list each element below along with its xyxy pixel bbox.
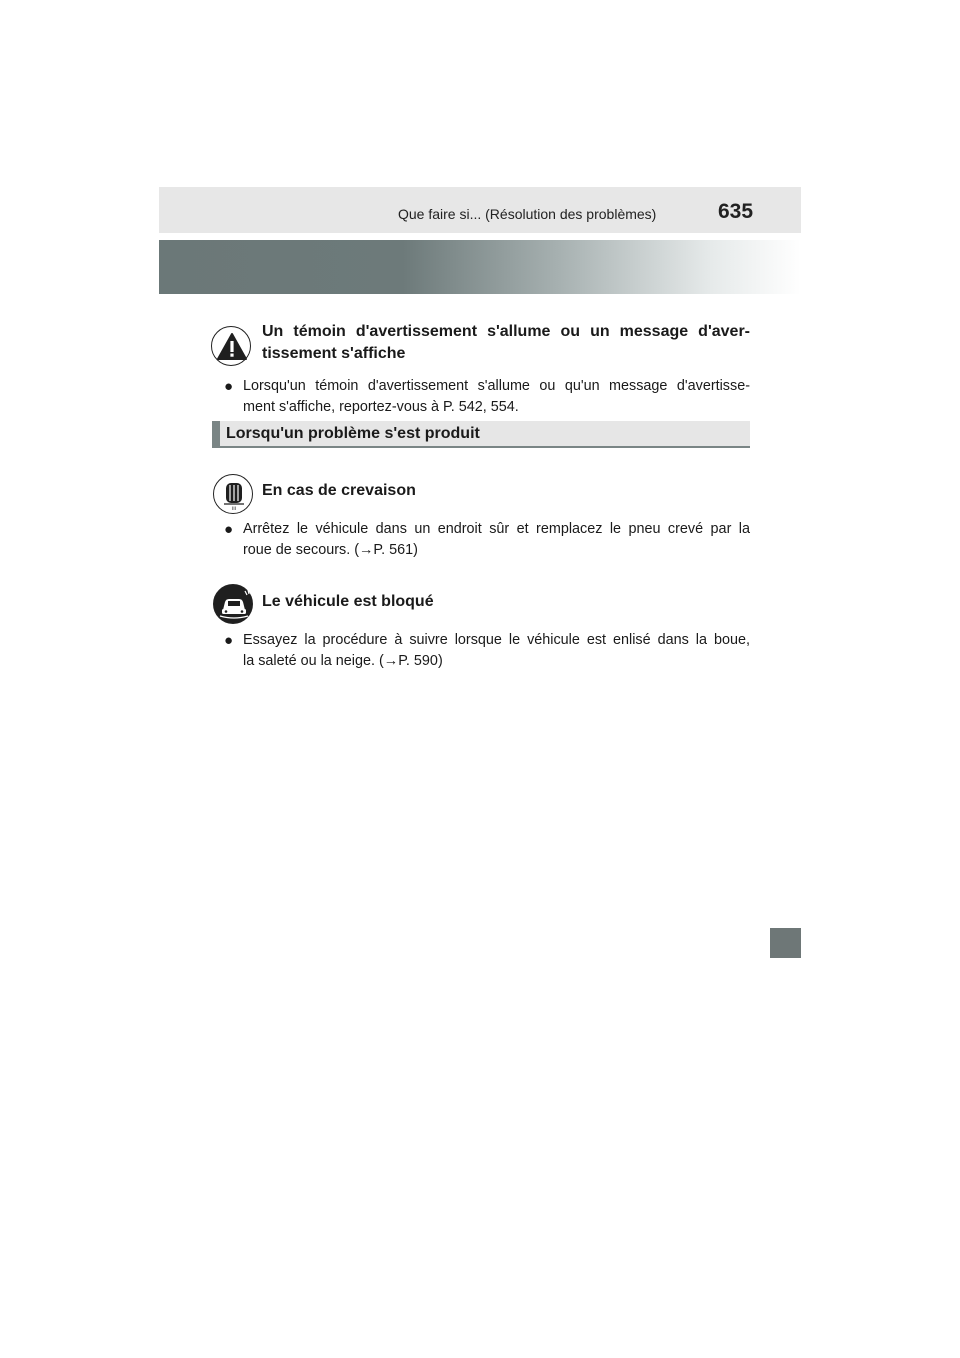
- bullet-icon: ●: [224, 521, 234, 538]
- bullet-icon: ●: [224, 632, 234, 649]
- flat-tire-text-line1: Arrêtez le véhicule dans un endroit sûr et remplacez le pneu crevé par la: [243, 521, 750, 537]
- stuck-vehicle-heading: Le véhicule est bloqué: [262, 593, 434, 610]
- section-title: Lorsqu'un problème s'est produit: [226, 425, 480, 442]
- stuck-vehicle-text-line2: la saleté ou la neige. (→P. 590): [243, 653, 443, 669]
- stuck-vehicle-text-line1: Essayez la procédure à suivre lorsque le véhicule est enlisé dans la boue,: [243, 632, 750, 648]
- flat-tire-text: [243, 519, 750, 561]
- warning-heading-line2: tissement s'affiche: [262, 345, 406, 362]
- flat-tire-text-line2: roue de secours. (→P. 561): [243, 542, 418, 558]
- flat-tire-icon: [213, 474, 253, 514]
- section-underline: [212, 446, 750, 448]
- chapter-band: [159, 240, 801, 294]
- chapter-side-tab: [770, 928, 801, 958]
- flat-tire-heading: En cas de crevaison: [262, 482, 416, 499]
- warning-text-line1: Lorsqu'un témoin d'avertissement s'allume ou qu'un message d'avertisse-: [243, 378, 750, 394]
- warning-triangle-icon: [211, 326, 251, 366]
- warning-text-line2: ment s'affiche, reportez-vous à P. 542, 554.: [243, 399, 519, 415]
- page-number: 635: [718, 200, 754, 223]
- stuck-vehicle-text: [243, 630, 750, 672]
- stuck-car-icon: [213, 584, 253, 624]
- header-title: Que faire si... (Résolution des problèmes): [398, 206, 657, 222]
- warning-text: [243, 376, 750, 418]
- bullet-icon: ●: [224, 378, 234, 395]
- svg-text:ⅠⅠⅠ: ⅠⅠⅠ: [231, 506, 237, 512]
- warning-heading-line1: Un témoin d'avertissement s'allume ou un message d'aver-: [262, 323, 750, 340]
